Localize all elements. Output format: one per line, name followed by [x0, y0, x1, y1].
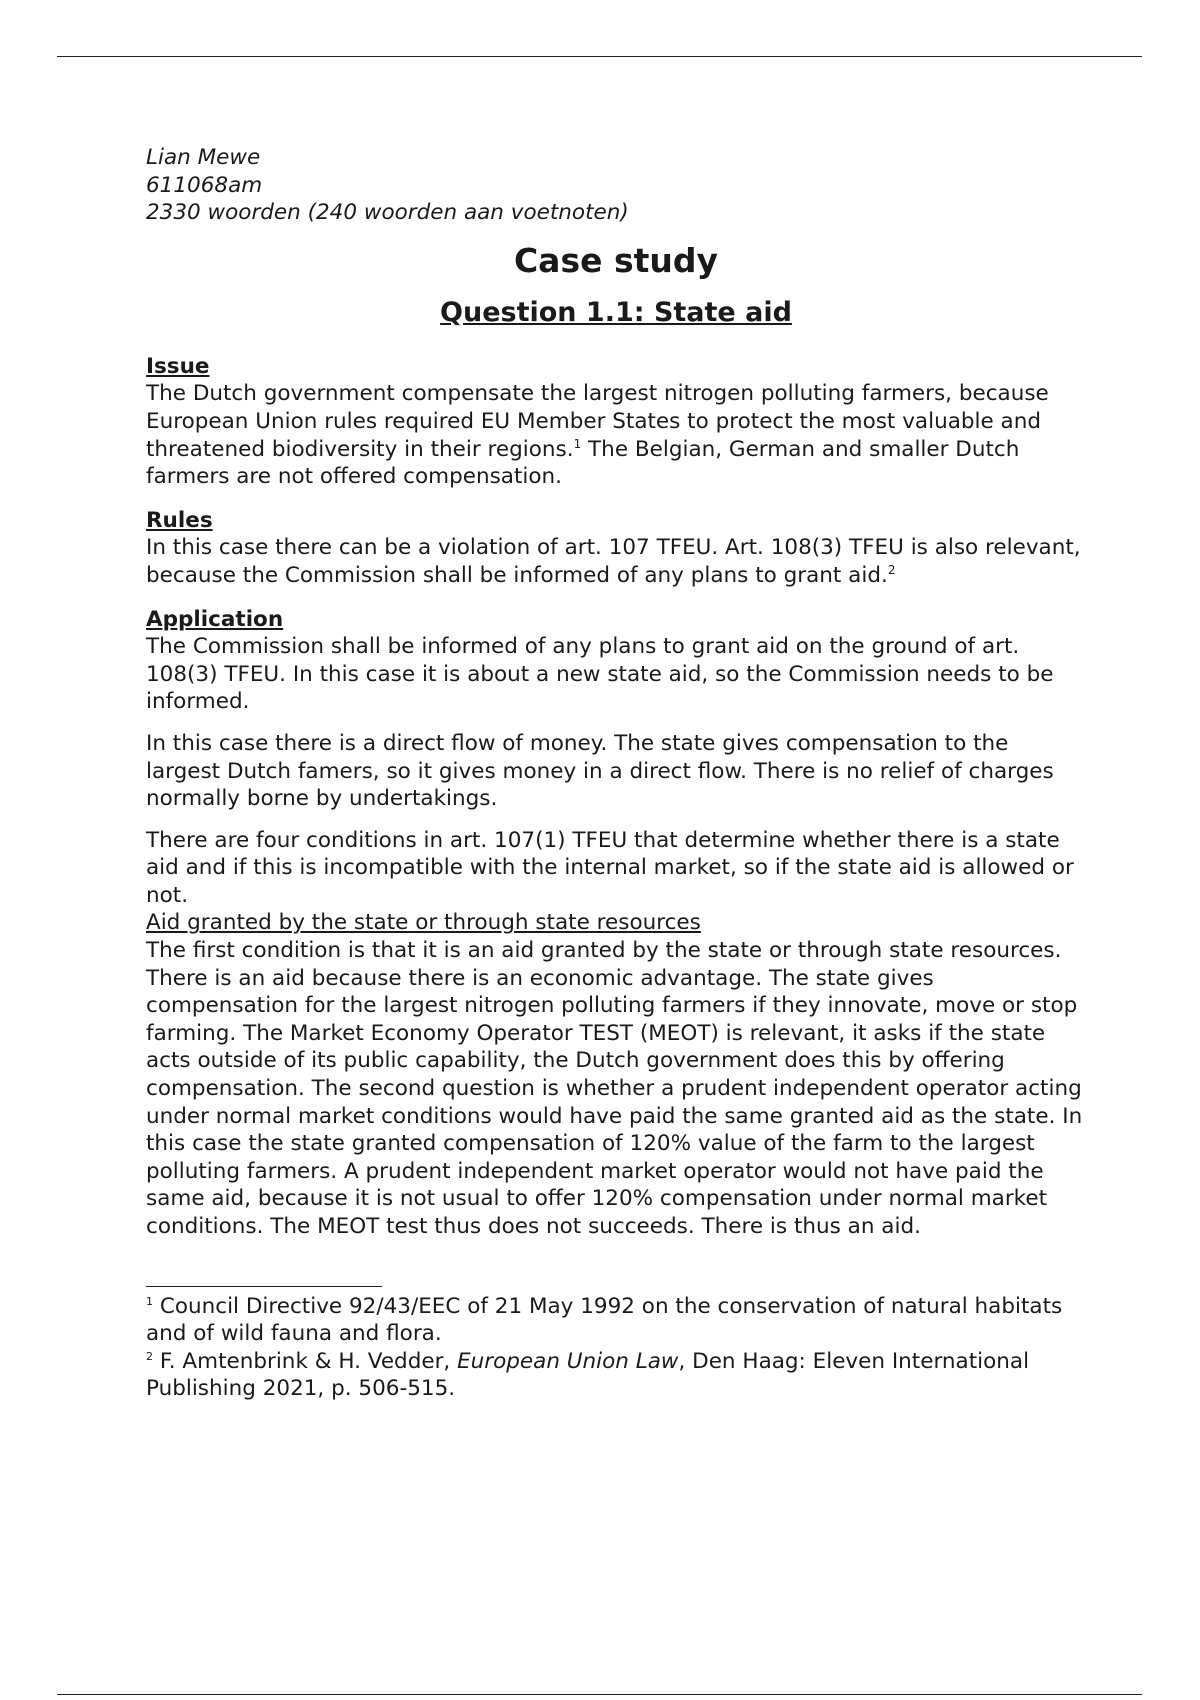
document-page — [146, 144, 1086, 1403]
issue-heading: Issue — [146, 353, 210, 379]
question-title: Question 1.1: State aid — [440, 296, 792, 328]
application-paragraph: The Commission shall be informed of any plans to grant aid on the ground of art. 108(3) TFEU. In this case it is about a new state aid, so the Commission needs to be informed. — [146, 634, 1054, 715]
author-name: Lian Mewe — [146, 145, 261, 170]
word-count: 2330 woorden (240 woorden aan voetnoten) — [146, 200, 629, 226]
aid-granted-paragraph: The first condition is that it is an aid granted by the state or through state resources. There is an aid because there is an economic advantage. The state gives compensation for the largest nitrogen polluting farmers if they innovate, move or stop farming. The Market Economy Operator TEST (MEOT) is relevant, it asks if the state acts outside of its public capability, the Dutch government does this by offering compensation. The second question is whether a prudent independent operator acting under normal market conditions would have paid the same granted aid as the state. In this case the state granted compensation of 120% value of the farm to the largest polluting farmers. A prudent independent market operator would not have paid the same aid, because it is not usual to offer 120% compensation under normal market conditions. The MEOT test thus does not succeeds. There is thus an aid. — [146, 938, 1083, 1239]
footnote-1-text: Council Directive 92/43/EEC of 21 May 1992 on the conservation of natural habitats and of wild fauna and flora. — [146, 1293, 1063, 1347]
issue-section — [146, 353, 1086, 491]
page-bottom-rule — [57, 1694, 1142, 1695]
footnote-number-2: 2 — [146, 1349, 153, 1363]
rules-text: In this case there can be a violation of art. 107 TFEU. Art. 108(3) TFEU is also relevant, because the Commission shall be informed of any plans to grant aid. — [146, 535, 1081, 588]
rules-paragraph — [146, 534, 1086, 589]
footnote-1 — [146, 1293, 1086, 1348]
issue-paragraph — [146, 380, 1086, 490]
document-title: Case study — [513, 240, 719, 280]
rules-heading: Rules — [146, 507, 213, 533]
issue-text-continued: The Belgian, German and smaller Dutch farmers are not offered compensation. — [146, 436, 1020, 490]
footnotes — [146, 1293, 1086, 1403]
student-number: 611068am — [146, 172, 263, 198]
application-section — [146, 606, 1086, 1241]
footnote-2 — [146, 1348, 1086, 1403]
document-meta — [146, 144, 1086, 227]
rules-section — [146, 507, 1086, 590]
footnote-separator — [146, 1286, 382, 1287]
footnote-2-book-title: European Union Law — [457, 1348, 679, 1374]
page-top-rule — [57, 56, 1142, 57]
footnote-2-text-continued: , Den Haag: Eleven International Publishing 2021, p. 506-515. — [146, 1348, 1030, 1402]
footnote-ref-1[interactable]: 1 — [573, 436, 582, 451]
aid-granted-subheading: Aid granted by the state or through state resources — [146, 910, 701, 936]
footnote-2-text: F. Amtenbrink & H. Vedder, — [153, 1348, 458, 1374]
issue-text: The Dutch government compensate the largest nitrogen polluting farmers, because European Union rules required EU Member States to protect the most valuable and threatened biodiversity in their regions. — [146, 381, 1049, 462]
application-paragraph: There are four conditions in art. 107(1) TFEU that determine whether there is a state aid and if this is incompatible with the internal market, so if the state aid is allowed or not. — [146, 827, 1074, 908]
footnote-number-1: 1 — [146, 1294, 153, 1308]
application-heading: Application — [146, 606, 284, 632]
application-paragraph: In this case there is a direct flow of money. The state gives compensation to the largest Dutch famers, so it gives money in a direct flow. There is no relief of charges normally borne by undertakings. — [146, 730, 1054, 812]
footnote-ref-2[interactable]: 2 — [887, 562, 896, 577]
